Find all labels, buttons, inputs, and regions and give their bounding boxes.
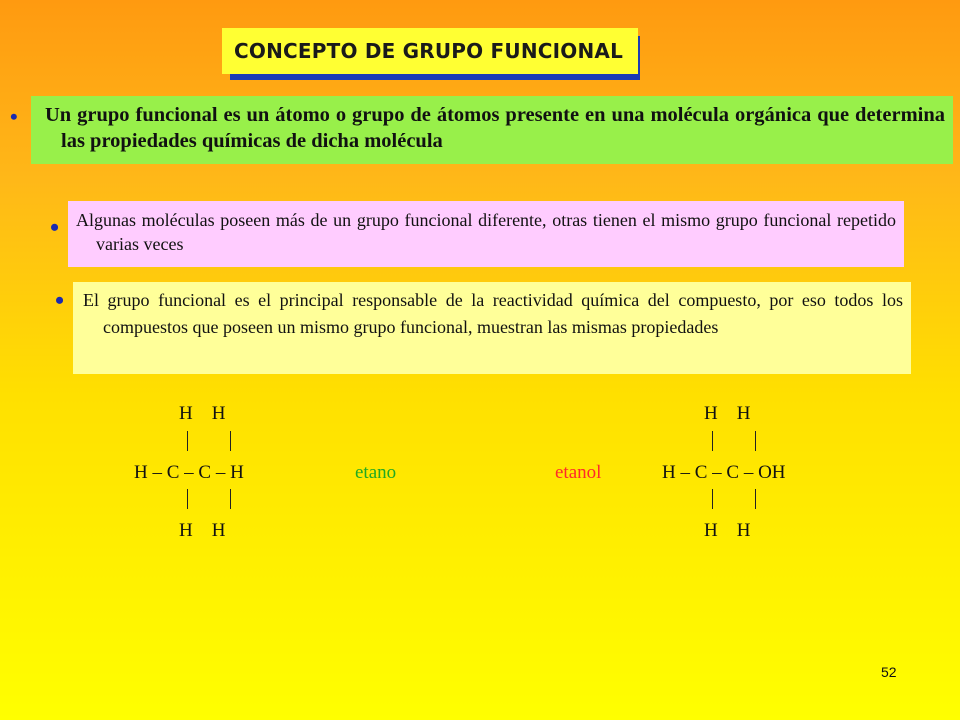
ethane-label: etano [355,462,397,483]
ethanol-bond-top-left [712,431,713,451]
point-box-multiple-groups [68,201,904,267]
ethanol-bond-bottom-right [755,489,756,509]
ethane-bond-bottom-right [230,489,231,509]
ethane-chain: H – C – C – H [134,462,244,483]
ethanol-chain: H – C – C – OH [662,462,786,483]
bullet-icon: • [55,286,65,315]
ethanol-bond-bottom-left [712,489,713,509]
ethanol-label: etanol [555,462,602,483]
ethanol-bottom-hydrogens: H H [704,520,751,541]
ethanol-top-hydrogens: H H [704,403,751,424]
ethane-bond-top-left [187,431,188,451]
bullet-icon: • [50,213,60,242]
slide-title-text: CONCEPTO DE GRUPO FUNCIONAL [234,39,624,63]
ethane-top-hydrogens: H H [179,403,226,424]
point-text-multiple-groups: Algunas moléculas poseen más de un grupo funcional diferente, otras tienen el mismo grupo funcional repetido varias veces [76,210,896,254]
page-number: 52 [881,664,897,680]
ethane-bottom-hydrogens: H H [179,520,226,541]
definition-box [31,96,953,164]
ethanol-bond-top-right [755,431,756,451]
point-box-reactivity [73,282,911,374]
definition-text: Un grupo funcional es un átomo o grupo de átomos presente en una molécula orgánica que determina las propiedades químicas de dicha molécula [45,104,945,152]
bullet-icon: • [10,104,18,129]
point-text-reactivity: El grupo funcional es el principal responsable de la reactividad química del compuesto, por eso todos los compuestos que poseen un mismo grupo funcional, muestran las mismas propiedades [83,290,903,337]
ethane-bond-bottom-left [187,489,188,509]
slide-title [222,28,638,74]
ethane-bond-top-right [230,431,231,451]
